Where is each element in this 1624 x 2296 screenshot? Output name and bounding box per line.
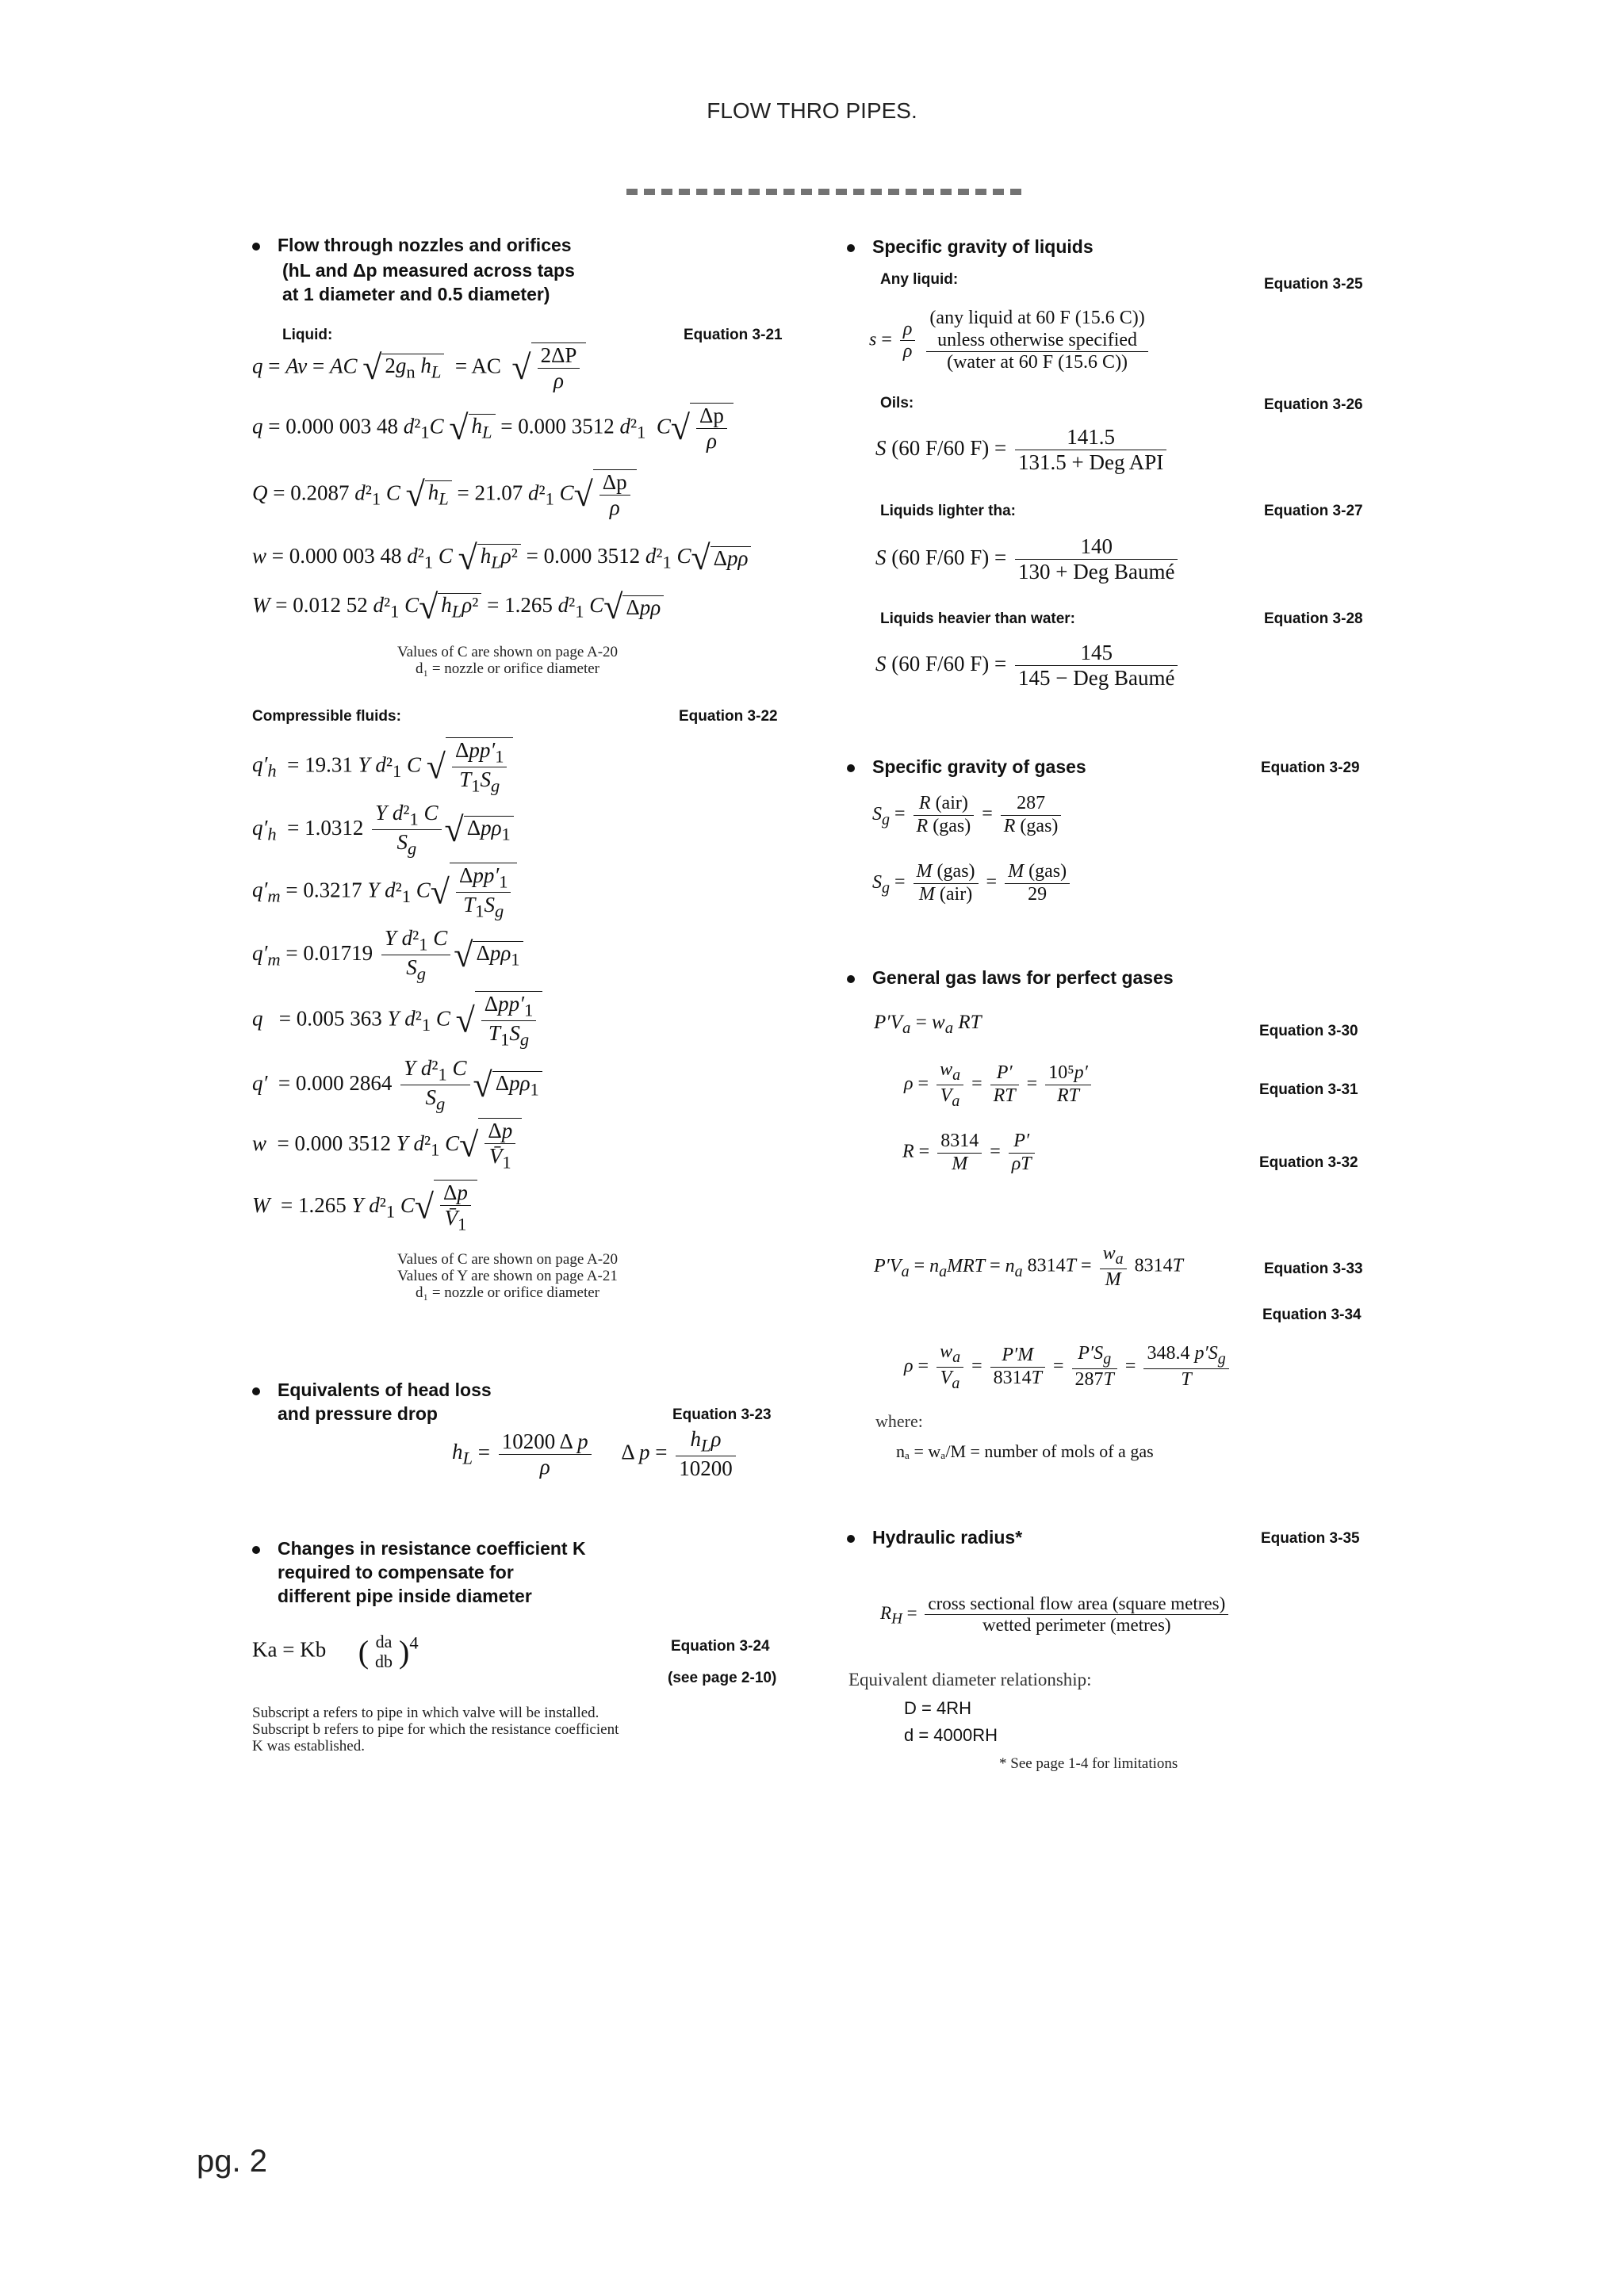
- equation-3-33-label: Equation 3-33: [1264, 1261, 1363, 1277]
- bullet-icon: [252, 243, 260, 251]
- hydraulic-radius-title: Hydraulic radius*: [847, 1525, 1022, 1549]
- liquids-heavier-label: Liquids heavier than water:: [880, 610, 1075, 627]
- where-definition: nₐ = wₐ/M = number of mols of a gas: [896, 1441, 1154, 1461]
- equation-3-26-label: Equation 3-26: [1264, 396, 1363, 413]
- cropped-title-remnant: [626, 189, 1023, 195]
- formula-W-compressible: W = 1.265 Y $d^2_1$ C√ $\frac{\Delta p}{V̄_1}$: [252, 1180, 477, 1234]
- formula-w-compressible: w = 0.000 3512 Y $d^2_1$ C√ $\frac{\Delta p}{V̄_1}$: [252, 1118, 522, 1173]
- equation-3-30-label: Equation 3-30: [1259, 1023, 1358, 1039]
- equivalent-diameter-label: Equivalent diameter relationship:: [848, 1670, 1092, 1689]
- equation-3-25-label: Equation 3-25: [1264, 276, 1363, 293]
- nozzle-section-title: Flow through nozzles and orifices: [252, 233, 572, 257]
- equation-3-34-label: Equation 3-34: [1262, 1307, 1362, 1323]
- bullet-icon: [847, 244, 855, 252]
- equation-3-22-label: Equation 3-22: [679, 708, 778, 725]
- resistance-title-2: required to compensate for: [278, 1562, 514, 1582]
- oils-label: Oils:: [880, 395, 914, 411]
- equation-3-24-label: Equation 3-24: [671, 1638, 770, 1655]
- formula-qh-1: $q'_h = 19.31$ Y $d^2_1$ C √ $\Delta pp'_1$ $T_1S_g$: [252, 737, 513, 797]
- formula-D-4RH: D = 4RH: [904, 1698, 971, 1718]
- formula-d-4000RH: d = 4000RH: [904, 1725, 998, 1745]
- equation-3-29-label: Equation 3-29: [1261, 760, 1360, 776]
- formula-q-liquid-2: q = 0.000 003 48 $d^2_1C$ √ $h_L = 0.000$ 3512 $d^2_1$ C√ $\frac{\Delta p}{\rho}$: [252, 403, 733, 453]
- formula-qm-1: $q'_m = 0.3217$ Y $d^2_1$ C√ $\Delta pp'_1$ $T_1S_g$: [252, 863, 517, 922]
- bullet-icon: [252, 1387, 260, 1395]
- nozzle-notes: Values of C are shown on page A-20 d₁ = nozzle or orifice diameter: [396, 644, 619, 677]
- equation-3-28-label: Equation 3-28: [1264, 610, 1363, 627]
- formula-q-prime: q′ = 0.000 2864 $\frac{Y d^2_1 C}{S_g}$ √ Δpρ$_1$: [252, 1056, 542, 1115]
- where-label: where:: [875, 1411, 923, 1431]
- liquids-lighter-label: Liquids lighter tha:: [880, 503, 1016, 519]
- formula-gas-law-mols: $P'V_a = n_aMRT = n_a$ 8314T = $\frac{w_a}{M}$ 8314T: [874, 1243, 1183, 1290]
- formula-q-compressible: q = 0.005 363 Y $d^2_1$ C √ $\Delta pp'_1$ $T_1S_g$: [252, 991, 542, 1050]
- formula-R: R = $\frac{8314}{M}$ = $\frac{P'}{\rho T}$: [902, 1131, 1038, 1175]
- formula-qm-2: $q'_m = 0.01719$ $\frac{Y d^2_1 C}{S_g}$ √ Δpρ$_1$: [252, 926, 523, 985]
- formula-density-mols: ρ = $\frac{w_a}{V_a}$ = $\frac{P'M}{8314T}$ = $\frac{P'S_g}{287T}$ = $\frac{348.4 p'S_g}{T}$: [904, 1341, 1232, 1393]
- resistance-title: Changes in resistance coefficient K: [252, 1536, 586, 1560]
- formula-w-liquid: w = 0.000 003 48 $d^2_1$ C √ $h_L\rho^2 = 0.000$ 3512 $d^2_1$ C√ Δpρ: [252, 541, 751, 576]
- sg-liquids-title: Specific gravity of liquids: [847, 235, 1094, 258]
- compressible-notes: Values of C are shown on page A-20 Values of Y are shown on page A-21 d₁ = nozzle or orifice diameter: [396, 1251, 619, 1301]
- formula-density: ρ = $\frac{w_a}{V_a}$ = $\frac{P'}{RT}$ = $\frac{\text{10⁵p′}}{RT}$: [904, 1059, 1094, 1111]
- nozzle-desc-2: at 1 diameter and 0.5 diameter): [282, 284, 550, 304]
- page-number: pg. 2: [197, 2144, 267, 2179]
- equation-3-27-label: Equation 3-27: [1264, 503, 1363, 519]
- formula-q-liquid-1: q = Av = AC √ $2g_n$ $h_L$ = AC √ $\frac{2\Delta P}{\rho}$: [252, 342, 586, 393]
- bullet-icon: [252, 1546, 260, 1554]
- sg-gases-title: Specific gravity of gases: [847, 755, 1086, 779]
- nozzle-desc-1: (hL and Δp measured across taps: [282, 260, 575, 281]
- gas-laws-title: General gas laws for perfect gases: [847, 966, 1174, 989]
- formula-sg-oils: S (60 F/60 F) = 141.5 131.5 + Deg API: [875, 425, 1170, 475]
- equation-3-35-label: Equation 3-35: [1261, 1530, 1360, 1547]
- equation-3-31-label: Equation 3-31: [1259, 1081, 1358, 1098]
- formula-qh-2: $q'_h = 1.0312$ $\frac{Y d^2_1 C}{S_g}$ √ Δpρ$_1$: [252, 801, 514, 859]
- formula-sg-any-liquid: s = $\frac{\rho}{\rho}$ (any liquid at 60 F (15.6 C)) unless otherwise specified (water at 60 F (15.6 C)): [869, 308, 1151, 374]
- formula-sg-lighter: S (60 F/60 F) = 140 130 + Deg Baumé: [875, 534, 1181, 584]
- liquid-label: Liquid:: [282, 327, 333, 343]
- resistance-notes: Subscript a refers to pipe in which valve will be installed. Subscript b refers to pipe for which the resistance coefficient K was established.: [252, 1705, 619, 1755]
- formula-ideal-gas: $P'V_a = w_a$ RT: [874, 1012, 982, 1037]
- equation-3-23-label: Equation 3-23: [672, 1406, 772, 1423]
- equation-3-32-label: Equation 3-32: [1259, 1154, 1358, 1171]
- equation-3-21-label: Equation 3-21: [684, 327, 783, 343]
- formula-W-liquid: W = 0.012 52 $d^2_1$ C√ $h_L\rho^2 = 1.265$ $d^2_1$ C√ Δpρ: [252, 590, 664, 625]
- formula-ka-kb: Ka = Kb ( da db )$^4$: [252, 1632, 419, 1672]
- hydraulic-footnote: * See page 1-4 for limitations: [999, 1755, 1178, 1772]
- any-liquid-label: Any liquid:: [880, 271, 959, 288]
- formula-head-loss: $h_L$ = $\frac{\text{10200 Δ p}}{\rho}$ Δ p = $h_L\rho$ 10200: [452, 1427, 739, 1481]
- bullet-icon: [847, 764, 855, 772]
- formula-hydraulic-radius: $R_H$ = cross sectional flow area (square metres) wetted perimeter (metres): [880, 1594, 1231, 1636]
- formula-sg-gas-R: $S_g$ = R (air) R (gas) = 287 R (gas): [872, 793, 1064, 837]
- compressible-label: Compressible fluids:: [252, 708, 401, 725]
- formula-sg-heavier: S (60 F/60 F) = 145 145 − Deg Baumé: [875, 641, 1181, 691]
- head-loss-title-2: and pressure drop: [278, 1403, 438, 1424]
- formula-sg-gas-M: $S_g$ = M (gas) M (air) = M (gas) 29: [872, 861, 1073, 905]
- head-loss-title: Equivalents of head loss: [252, 1378, 492, 1402]
- bullet-icon: [847, 1535, 855, 1543]
- see-page-2-10: (see page 2-10): [668, 1670, 777, 1686]
- resistance-title-3: different pipe inside diameter: [278, 1586, 532, 1606]
- formula-Q-liquid: Q = 0.2087 $d^2_1$ C √ $h_L = 21.07$ $d^2_1$ C√ $\frac{\Delta p}{\rho}$: [252, 469, 637, 520]
- bullet-icon: [847, 975, 855, 983]
- page-header: FLOW THRO PIPES.: [707, 98, 917, 123]
